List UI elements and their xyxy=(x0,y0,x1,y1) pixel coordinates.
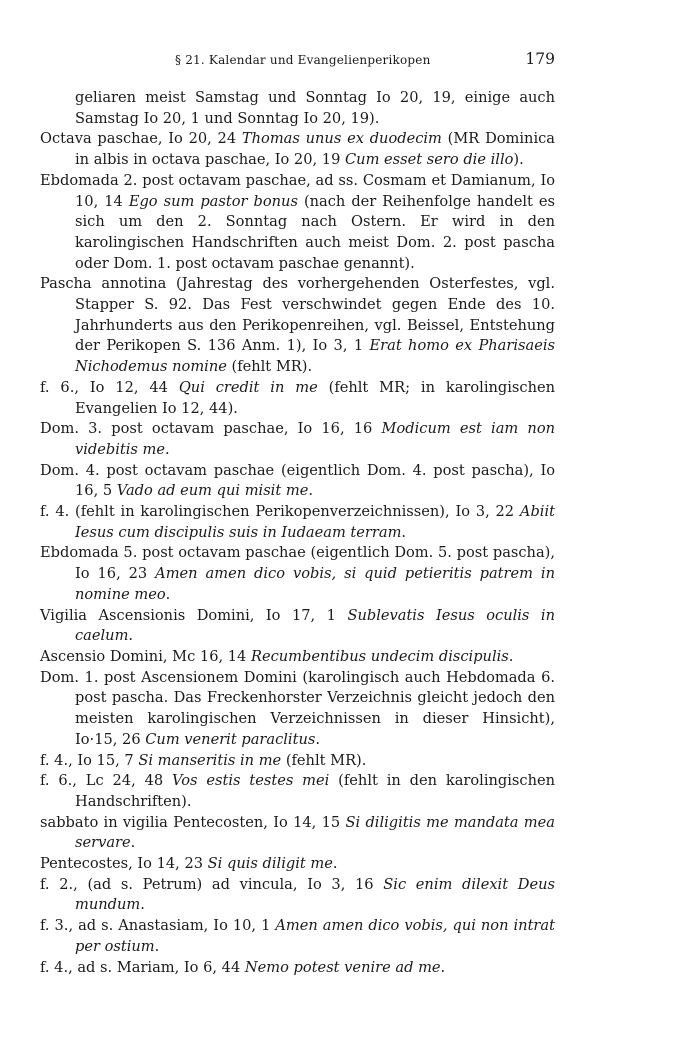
list-item: Dom. 4. post octavam paschae (eigentlich Dom. 4. post pascha), Io 16, 5 Vado ad eum qui misit me. xyxy=(40,461,555,500)
list-item: Pascha annotina (Jahrestag des vorhergehenden Osterfestes, vgl. Stapper S. 92. Das Fest verschwindet gegen Ende des 10. Jahrhunderts aus den Perikopenreihen, vgl. Beissel, Entstehung der Perikopen S. 136 Anm. 1), Io 3, 1 Erat homo ex Pharisaeis Nichodemus nomine (fehlt MR). xyxy=(40,275,556,376)
list-item: f. 4., Io 15, 7 Si manseritis in me (fehlt MR). xyxy=(40,751,367,769)
list-item: Ascensio Domini, Mc 16, 14 Recumbentibus undecim discipulis. xyxy=(40,647,514,665)
list-item: sabbato in vigilia Pentecosten, Io 14, 15 Si diligitis me mandata mea servare. xyxy=(40,813,555,852)
page-header xyxy=(40,50,555,72)
page-body xyxy=(40,88,555,978)
list-item: geliaren meist Samstag und Sonntag Io 20, 19, einige auch Samstag Io 20, 1 und Sonntag Io 20, 19). xyxy=(75,89,555,127)
list-item: f. 6., Lc 24, 48 Vos estis testes mei (fehlt in den karolingischen Handschriften). xyxy=(40,772,556,810)
list-item: Dom. 3. post octavam paschae, Io 16, 16 Modicum est iam non videbitis me. xyxy=(40,420,555,458)
list-item: Octava paschae, Io 20, 24 Thomas unus ex duodecim (MR Dominica in albis in octava paschae, Io 20, 19 Cum esset sero die illo). xyxy=(40,130,555,169)
list-item: f. 4. (fehlt in karolingischen Perikopenverzeichnissen), Io 3, 22 Abiit Iesus cum discipulis suis in Iudaeam terram. xyxy=(40,503,555,541)
list-item: Pentecostes, Io 14, 23 Si quis diligit me. xyxy=(40,855,338,873)
running-head: § 21. Kalendar und Evangelienperikopen xyxy=(175,53,431,67)
list-item: f. 4., ad s. Mariam, Io 6, 44 Nemo potest venire ad me. xyxy=(40,958,446,976)
list-item: Ebdomada 2. post octavam paschae, ad ss. Cosmam et Damianum, Io 10, 14 Ego sum pastor bonus (nach der Reihenfolge handelt es sich um den 2. Sonntag nach Ostern. Er wird in den karolingischen Handschriften auch meist Dom. 2. post pascha oder Dom. 1. post octavam paschae genannt). xyxy=(40,171,556,272)
page-number: 179 xyxy=(525,50,555,68)
list-item: Dom. 1. post Ascensionem Domini (karolingisch auch Hebdomada 6. post pascha. Das Freckenhorster Verzeichnis gleicht jedoch den meisten karolingischen Verzeichnissen in dieser Hinsicht), Io·15, 26 Cum venerit paraclitus. xyxy=(40,668,555,748)
list-item: f. 2., (ad s. Petrum) ad vincula, Io 3, 16 Sic enim dilexit Deus mundum. xyxy=(40,875,555,914)
list-item: Vigilia Ascensionis Domini, Io 17, 1 Sublevatis Iesus oculis in caelum. xyxy=(40,606,555,645)
list-item: f. 3., ad s. Anastasiam, Io 10, 1 Amen amen dico vobis, qui non intrat per ostium. xyxy=(40,917,555,955)
list-item: f. 6., Io 12, 44 Qui credit in me (fehlt MR; in karolingischen Evangelien Io 12, 44). xyxy=(40,378,555,417)
list-item: Ebdomada 5. post octavam paschae (eigentlich Dom. 5. post pascha), Io 16, 23 Amen amen dico vobis, si quid petieritis patrem in nomine meo. xyxy=(40,544,555,603)
